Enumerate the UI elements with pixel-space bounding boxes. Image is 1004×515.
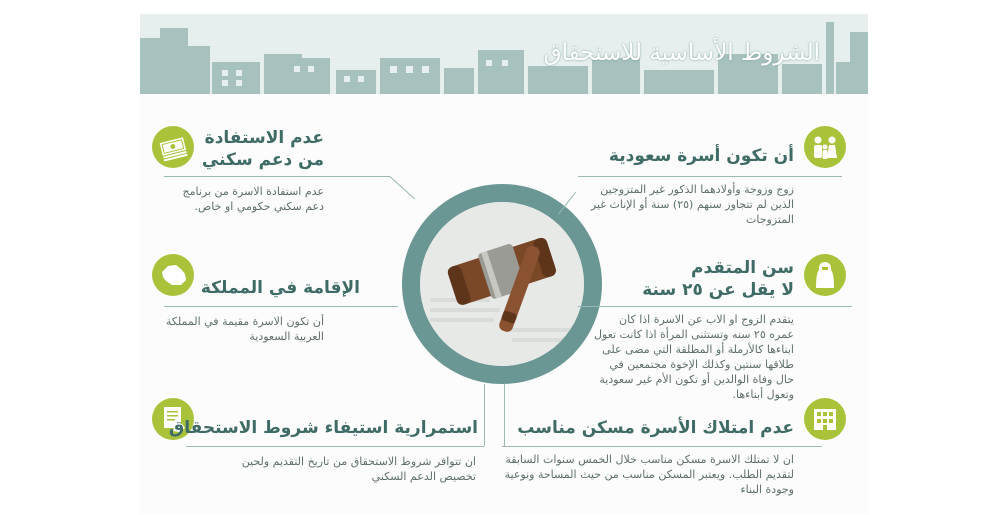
gavel-image: [420, 202, 584, 366]
divider: [164, 176, 390, 177]
condition-heading: سن المتقدم: [691, 258, 794, 278]
page-title: الشروط الأساسية للاستحقاق: [543, 40, 820, 66]
gavel-circle: [402, 184, 602, 384]
infographic-card: [140, 14, 868, 514]
condition-heading: عدم امتلاك الأسرة مسكن مناسب: [517, 418, 794, 438]
condition-text: ان لا تمتلك الاسرة مسكن مناسب خلال الخمس سنوات السابقة لتقديم الطلب. ويعتبر المسكن مناسب من حيث المساحة ونوعية وجودة البناء: [504, 453, 794, 496]
family-icon: [804, 126, 846, 168]
condition-heading: لا يقل عن ٢٥ سنة: [642, 280, 794, 300]
skyline-banner: [140, 14, 868, 94]
divider: [484, 384, 485, 446]
divider: [578, 306, 852, 307]
divider: [186, 446, 484, 447]
divider: [578, 176, 842, 177]
saudi-map-icon: [152, 254, 194, 296]
building-icon: [804, 398, 846, 440]
condition-heading: من دعم سكني: [201, 150, 324, 170]
condition-heading: استمرارية استيفاء شروط الاستحقاق: [169, 418, 478, 438]
person-icon: [804, 254, 846, 296]
condition-text: ان تتوافر شروط الاستحقاق من تاريخ التقديم ولحين تخصيص الدعم السكني: [241, 455, 476, 483]
divider: [502, 446, 822, 447]
condition-heading: الإقامة في المملكة: [200, 278, 360, 298]
divider: [504, 384, 505, 446]
condition-text: أن تكون الاسرة مقيمة في المملكة العربية السعودية: [165, 315, 324, 343]
condition-heading: عدم الاستفادة: [204, 128, 324, 148]
condition-text: يتقدم الزوج او الاب عن الاسرة اذا كان عمره ٢٥ سنه وتستثنى المرأة اذا كانت تعول ابناءها كالأرملة أو المطلقة التي مضى على طلاقها سنتين وكذلك الإخوة مجتمعين في حال وفاة الوالدين أو تكون الأم غير سعودية وتعول أبناءها.: [594, 313, 794, 401]
condition-text: عدم استفادة الاسرة من برنامج دعم سكني حكومي او خاص.: [182, 185, 324, 213]
condition-heading: أن تكون أسرة سعودية: [608, 146, 794, 166]
condition-text: زوج وزوجة وأولادهما الذكور غير المتزوجين الذين لم تتجاوز سنهم (٢٥) سنة أو الإناث غير المتزوجات: [590, 183, 794, 226]
divider: [389, 176, 415, 199]
divider: [164, 306, 398, 307]
money-icon: [152, 126, 194, 168]
